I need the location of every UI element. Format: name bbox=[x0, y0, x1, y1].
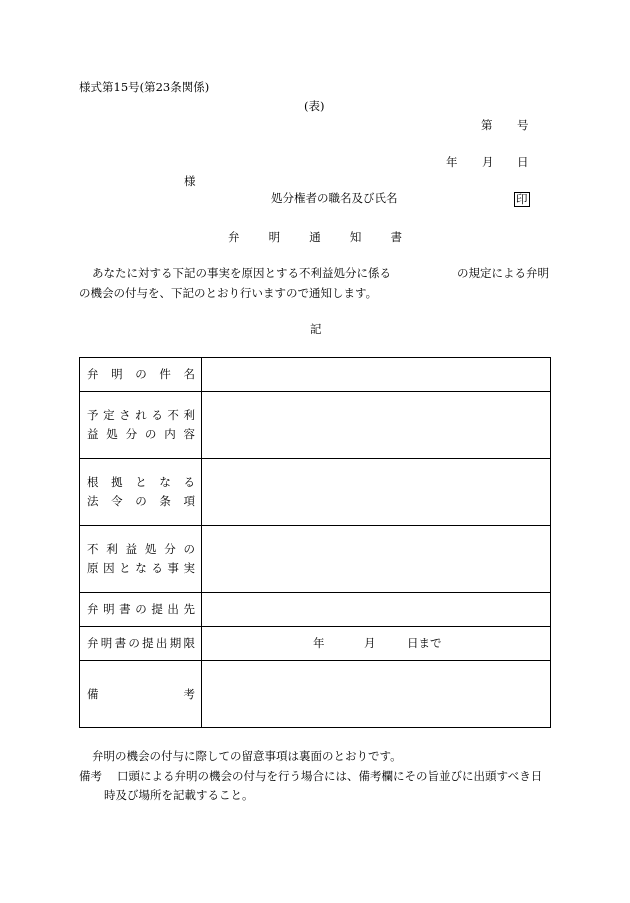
row-label-char: 先 bbox=[183, 602, 195, 616]
row-label bbox=[80, 406, 201, 444]
remarks-value-cell[interactable] bbox=[202, 661, 551, 728]
row-label bbox=[80, 600, 201, 619]
document-title bbox=[228, 232, 402, 244]
label-cell bbox=[80, 661, 202, 728]
row-label-line bbox=[87, 685, 195, 704]
row-label-char: 利 bbox=[183, 408, 195, 422]
row-label-line bbox=[87, 425, 195, 444]
row-label-char: 容 bbox=[183, 427, 195, 441]
title-char: 明 bbox=[268, 230, 281, 244]
intro-line1-b: の規定による弁明 bbox=[457, 266, 549, 280]
row-label-char: 備 bbox=[87, 686, 99, 701]
row-label-char: 弁 bbox=[87, 367, 99, 381]
subject-value-cell[interactable] bbox=[202, 358, 551, 392]
row-label-char: 弁 bbox=[87, 636, 99, 650]
footer-note: 弁明の機会の付与に際しての留意事項は裏面のとおりです。 bbox=[92, 749, 402, 763]
row-label-char: 書 bbox=[114, 636, 127, 650]
seal-mark bbox=[514, 192, 530, 207]
doc-no-dai: 第 bbox=[481, 118, 493, 132]
side-label: (表) bbox=[304, 99, 325, 113]
row-label-char: 項 bbox=[183, 494, 195, 508]
row-label-char: 実 bbox=[183, 561, 195, 575]
label-cell bbox=[80, 459, 202, 526]
row-label-char: 事 bbox=[167, 561, 179, 575]
row-label-char: 内 bbox=[164, 427, 176, 441]
label-cell bbox=[80, 593, 202, 627]
row-label-char: 定 bbox=[103, 408, 115, 422]
row-label bbox=[80, 634, 201, 653]
footer-remark-line1: 口頭による弁明の機会の付与を行う場合には、備考欄にその旨並びに出頭すべき日 bbox=[117, 769, 543, 783]
row-label-char: 処 bbox=[144, 542, 157, 556]
disposition-content-value-cell[interactable] bbox=[202, 392, 551, 459]
row-label-char: な bbox=[159, 475, 171, 489]
deadline-day: 日まで bbox=[407, 636, 442, 650]
row-label-char: 因 bbox=[103, 561, 115, 575]
intro-line2: の機会の付与を、下記のとおり行いますので通知します。 bbox=[79, 286, 378, 300]
row-label-char: の bbox=[128, 636, 140, 650]
row-label-char: 明 bbox=[103, 602, 115, 616]
row-label-line bbox=[87, 473, 195, 492]
row-label-char: る bbox=[151, 561, 163, 575]
row-label-line bbox=[87, 600, 195, 619]
title-char: 通 bbox=[309, 230, 321, 244]
date-year: 年 bbox=[446, 155, 458, 169]
row-label-char: 考 bbox=[183, 686, 195, 701]
row-label bbox=[80, 473, 201, 511]
issuer-label: 処分権者の職名及び氏名 bbox=[271, 191, 398, 205]
row-label-char: 期 bbox=[169, 636, 182, 650]
row-label-char: 条 bbox=[159, 494, 171, 508]
notice-table bbox=[79, 357, 551, 728]
deadline-month: 月 bbox=[364, 636, 376, 650]
row-label bbox=[80, 365, 201, 384]
row-label-char: な bbox=[135, 561, 147, 575]
intro-line1-a: あなたに対する下記の事実を原因とする不利益処分に係る bbox=[92, 266, 391, 280]
title-char: 知 bbox=[349, 230, 362, 244]
row-label-char: 出 bbox=[155, 636, 168, 650]
table-row bbox=[80, 358, 551, 392]
row-label-line bbox=[87, 559, 195, 578]
row-label-char: 法 bbox=[87, 494, 99, 508]
row-label-char: 弁 bbox=[87, 602, 99, 616]
label-cell bbox=[80, 392, 202, 459]
footer-remark-line2: 時及び場所を記載すること。 bbox=[104, 788, 254, 802]
row-label-char: 限 bbox=[183, 636, 195, 650]
row-label-char: 根 bbox=[87, 475, 99, 489]
row-label-char: さ bbox=[119, 408, 131, 422]
doc-no-go: 号 bbox=[517, 118, 529, 132]
label-cell bbox=[80, 526, 202, 593]
row-label-char: の bbox=[135, 367, 147, 381]
ki-label: 記 bbox=[310, 322, 322, 336]
row-label-char: 分 bbox=[164, 542, 176, 556]
row-label-char: 分 bbox=[125, 427, 138, 441]
row-label-char: る bbox=[183, 475, 195, 489]
row-label-char: 出 bbox=[167, 602, 179, 616]
title-spread bbox=[228, 232, 402, 244]
row-label-char: 不 bbox=[87, 542, 99, 556]
table-row bbox=[80, 459, 551, 526]
seal-text: 印 bbox=[516, 192, 528, 206]
legal-basis-value-cell[interactable] bbox=[202, 459, 551, 526]
row-label-char: 提 bbox=[142, 636, 154, 650]
row-label-char: と bbox=[119, 561, 131, 575]
row-label-char: 明 bbox=[100, 636, 113, 650]
row-label-char: の bbox=[183, 542, 195, 556]
row-label-char: 原 bbox=[87, 561, 99, 575]
row-label-line bbox=[87, 540, 195, 559]
date-month: 月 bbox=[482, 155, 494, 169]
footer-remark-label: 備考 bbox=[79, 769, 102, 783]
row-label-char: 益 bbox=[87, 427, 99, 441]
row-label-char: の bbox=[135, 494, 147, 508]
row-label-char: 令 bbox=[111, 494, 123, 508]
row-label bbox=[80, 685, 201, 704]
deadline-value-cell[interactable] bbox=[202, 627, 551, 661]
deadline-year: 年 bbox=[313, 636, 325, 650]
title-char: 弁 bbox=[228, 230, 240, 244]
table-row bbox=[80, 593, 551, 627]
submit-to-value-cell[interactable] bbox=[202, 593, 551, 627]
row-label-line bbox=[87, 365, 195, 384]
row-label bbox=[80, 540, 201, 578]
row-label-char: と bbox=[135, 475, 147, 489]
label-cell bbox=[80, 358, 202, 392]
row-label-char: 明 bbox=[111, 367, 123, 381]
addressee-suffix: 様 bbox=[184, 174, 196, 188]
row-label-char: 不 bbox=[167, 408, 179, 422]
table-row bbox=[80, 392, 551, 459]
row-label-line bbox=[87, 634, 195, 653]
row-label-line bbox=[87, 492, 195, 511]
date-day: 日 bbox=[517, 155, 529, 169]
row-label-char: 利 bbox=[106, 542, 118, 556]
row-label-char: れ bbox=[135, 408, 147, 422]
table-row bbox=[80, 661, 551, 728]
cause-facts-value-cell[interactable] bbox=[202, 526, 551, 593]
row-label-char: 提 bbox=[151, 602, 163, 616]
row-label-char: 処 bbox=[106, 427, 118, 441]
row-label-char: の bbox=[135, 602, 147, 616]
row-label-char: 益 bbox=[125, 542, 138, 556]
table-row bbox=[80, 627, 551, 661]
row-label-char: 件 bbox=[159, 367, 171, 381]
row-label-char: 予 bbox=[87, 408, 99, 422]
table-row bbox=[80, 526, 551, 593]
row-label-char: の bbox=[144, 427, 157, 441]
row-label-char: る bbox=[151, 408, 163, 422]
label-cell bbox=[80, 627, 202, 661]
row-label-char: 名 bbox=[183, 367, 195, 381]
title-char: 書 bbox=[390, 230, 402, 244]
form-number: 様式第15号(第23条関係) bbox=[79, 80, 210, 94]
row-label-char: 拠 bbox=[111, 475, 123, 489]
row-label-line bbox=[87, 406, 195, 425]
row-label-char: 書 bbox=[119, 602, 131, 616]
